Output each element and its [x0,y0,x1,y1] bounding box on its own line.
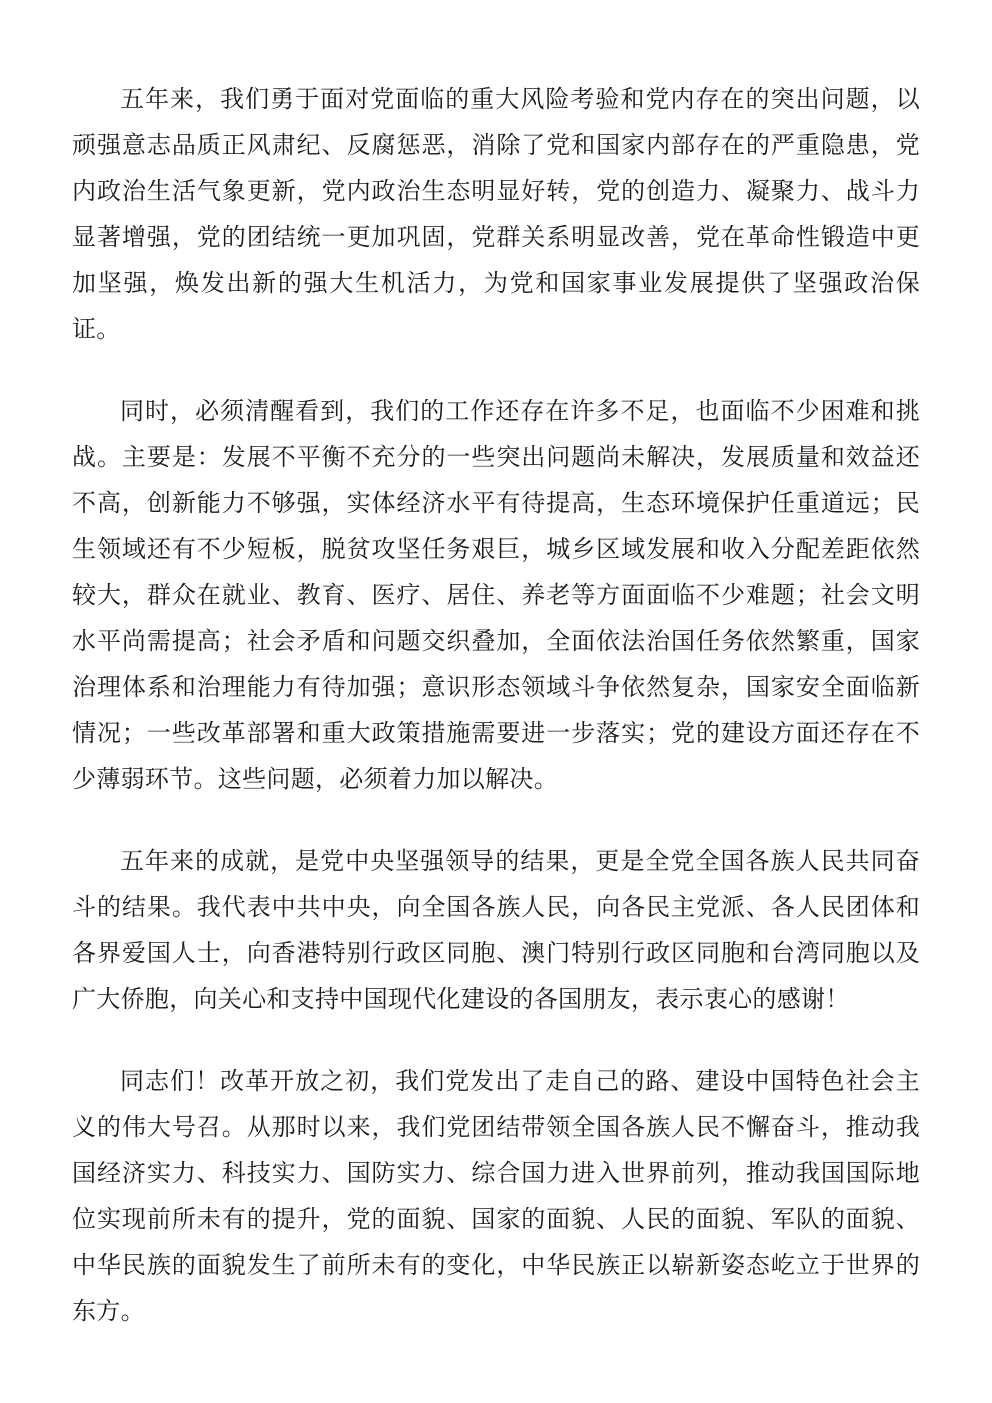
document-body [72,76,920,1334]
paragraph-1: 五年来，我们勇于面对党面临的重大风险考验和党内存在的突出问题，以顽强意志品质正风肃纪、反腐惩恶，消除了党和国家内部存在的严重隐患，党内政治生活气象更新，党内政治生态明显好转，党的创造力、凝聚力、战斗力显著增强，党的团结统一更加巩固，党群关系明显改善，党在革命性锻造中更加坚强，焕发出新的强大生机活力，为党和国家事业发展提供了坚强政治保证。 [72,85,920,343]
paragraph-4: 同志们！改革开放之初，我们党发出了走自己的路、建设中国特色社会主义的伟大号召。从那时以来，我们党团结带领全国各族人民不懈奋斗，推动我国经济实力、科技实力、国防实力、综合国力进入世界前列，推动我国国际地位实现前所未有的提升，党的面貌、国家的面貌、人民的面貌、军队的面貌、中华民族的面貌发生了前所未有的变化，中华民族正以崭新姿态屹立于世界的东方。 [72,1067,920,1325]
paragraph-2: 同时，必须清醒看到，我们的工作还存在许多不足，也面临不少困难和挑战。主要是：发展不平衡不充分的一些突出问题尚未解决，发展质量和效益还不高，创新能力不够强，实体经济水平有待提高，生态环境保护任重道远；民生领域还有不少短板，脱贫攻坚任务艰巨，城乡区域发展和收入分配差距依然较大，群众在就业、教育、医疗、居住、养老等方面面临不少难题；社会文明水平尚需提高；社会矛盾和问题交织叠加，全面依法治国任务依然繁重，国家治理体系和治理能力有待加强；意识形态领域斗争依然复杂，国家安全面临新情况；一些改革部署和重大政策措施需要进一步落实；党的建设方面还存在不少薄弱环节。这些问题，必须着力加以解决。 [72,397,920,793]
paragraph-3: 五年来的成就，是党中央坚强领导的结果，更是全党全国各族人民共同奋斗的结果。我代表中共中央，向全国各族人民，向各民主党派、各人民团体和各界爱国人士，向香港特别行政区同胞、澳门特别行政区同胞和台湾同胞以及广大侨胞，向关心和支持中国现代化建设的各国朋友，表示衷心的感谢！ [72,847,920,1013]
